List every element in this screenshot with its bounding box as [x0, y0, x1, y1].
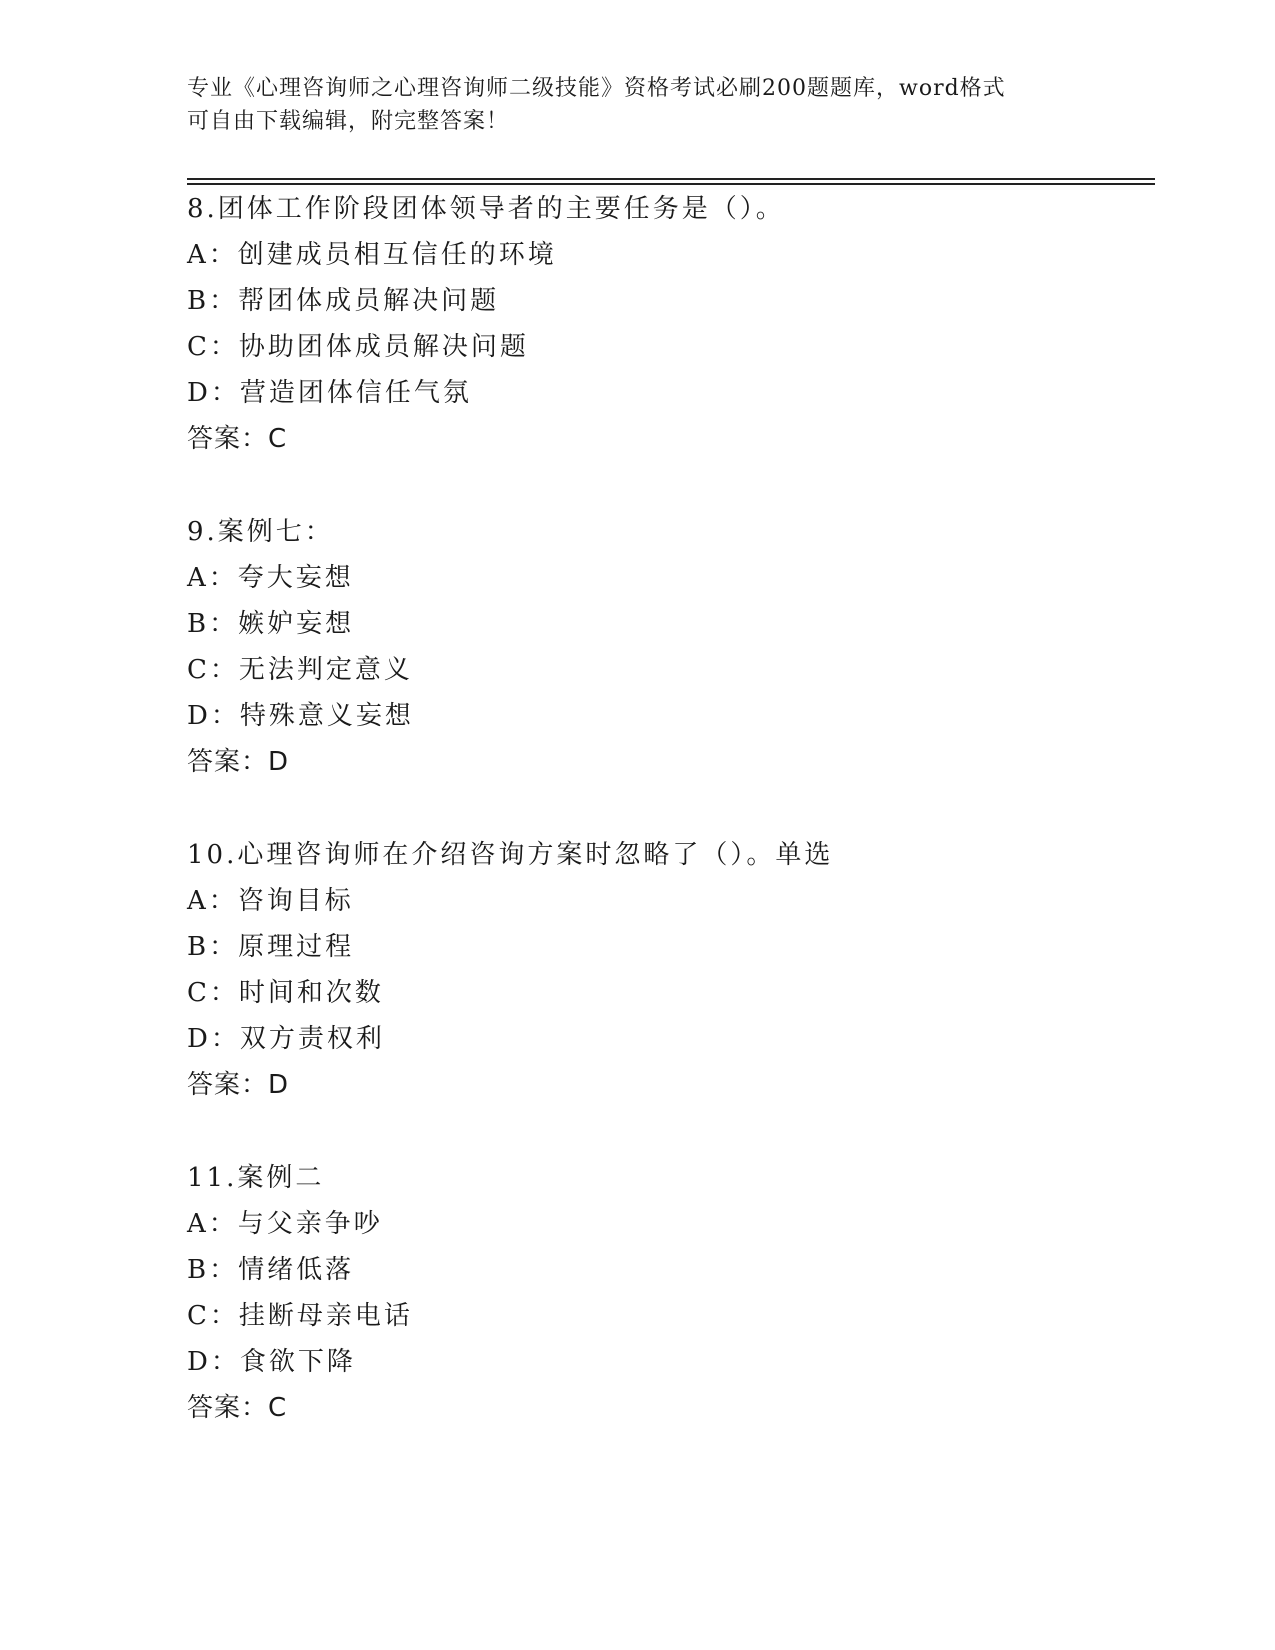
option-d: D：双方责权利: [187, 1024, 385, 1054]
option-a: A：咨询目标: [187, 886, 354, 916]
option-d: D：食欲下降: [187, 1347, 356, 1377]
header-divider-top: [187, 178, 1155, 180]
option-c: C：协助团体成员解决问题: [187, 332, 529, 362]
question-stem: 11.案例二: [187, 1163, 325, 1193]
option-c: C：无法判定意义: [187, 655, 413, 685]
question-stem: 10.心理咨询师在介绍咨询方案时忽略了（）。单选: [187, 840, 834, 870]
option-d: D：营造团体信任气氛: [187, 378, 472, 408]
answer: 答案：C: [187, 424, 288, 454]
option-a: A：创建成员相互信任的环境: [187, 240, 557, 270]
question-list: [187, 186, 1167, 1478]
option-b: B：嫉妒妄想: [187, 609, 355, 639]
option-c: C：挂断母亲电话: [187, 1301, 413, 1331]
option-b: B：情绪低落: [187, 1255, 355, 1285]
option-d: D：特殊意义妄想: [187, 701, 414, 731]
option-c: C：时间和次数: [187, 978, 384, 1008]
header-divider-bottom: [187, 183, 1155, 185]
question-stem: 9.案例七：: [187, 517, 334, 547]
option-b: B：原理过程: [187, 932, 355, 962]
question-10: [187, 832, 1167, 1108]
question-11: [187, 1155, 1167, 1431]
option-a: A：与父亲争吵: [187, 1209, 383, 1239]
question-8: [187, 186, 1167, 462]
answer: 答案：D: [187, 747, 290, 777]
document-header: [187, 72, 1087, 138]
option-a: A：夸大妄想: [187, 563, 354, 593]
answer: 答案：D: [187, 1070, 290, 1100]
option-b: B：帮团体成员解决问题: [187, 286, 500, 316]
header-line-2: 可自由下载编辑，附完整答案！: [187, 109, 510, 134]
question-stem: 8.团体工作阶段团体领导者的主要任务是（）。: [187, 194, 785, 224]
header-line-1: 专业《心理咨询师之心理咨询师二级技能》资格考试必刷200题题库，word格式: [187, 76, 1006, 101]
answer: 答案：C: [187, 1393, 288, 1423]
question-9: [187, 509, 1167, 785]
